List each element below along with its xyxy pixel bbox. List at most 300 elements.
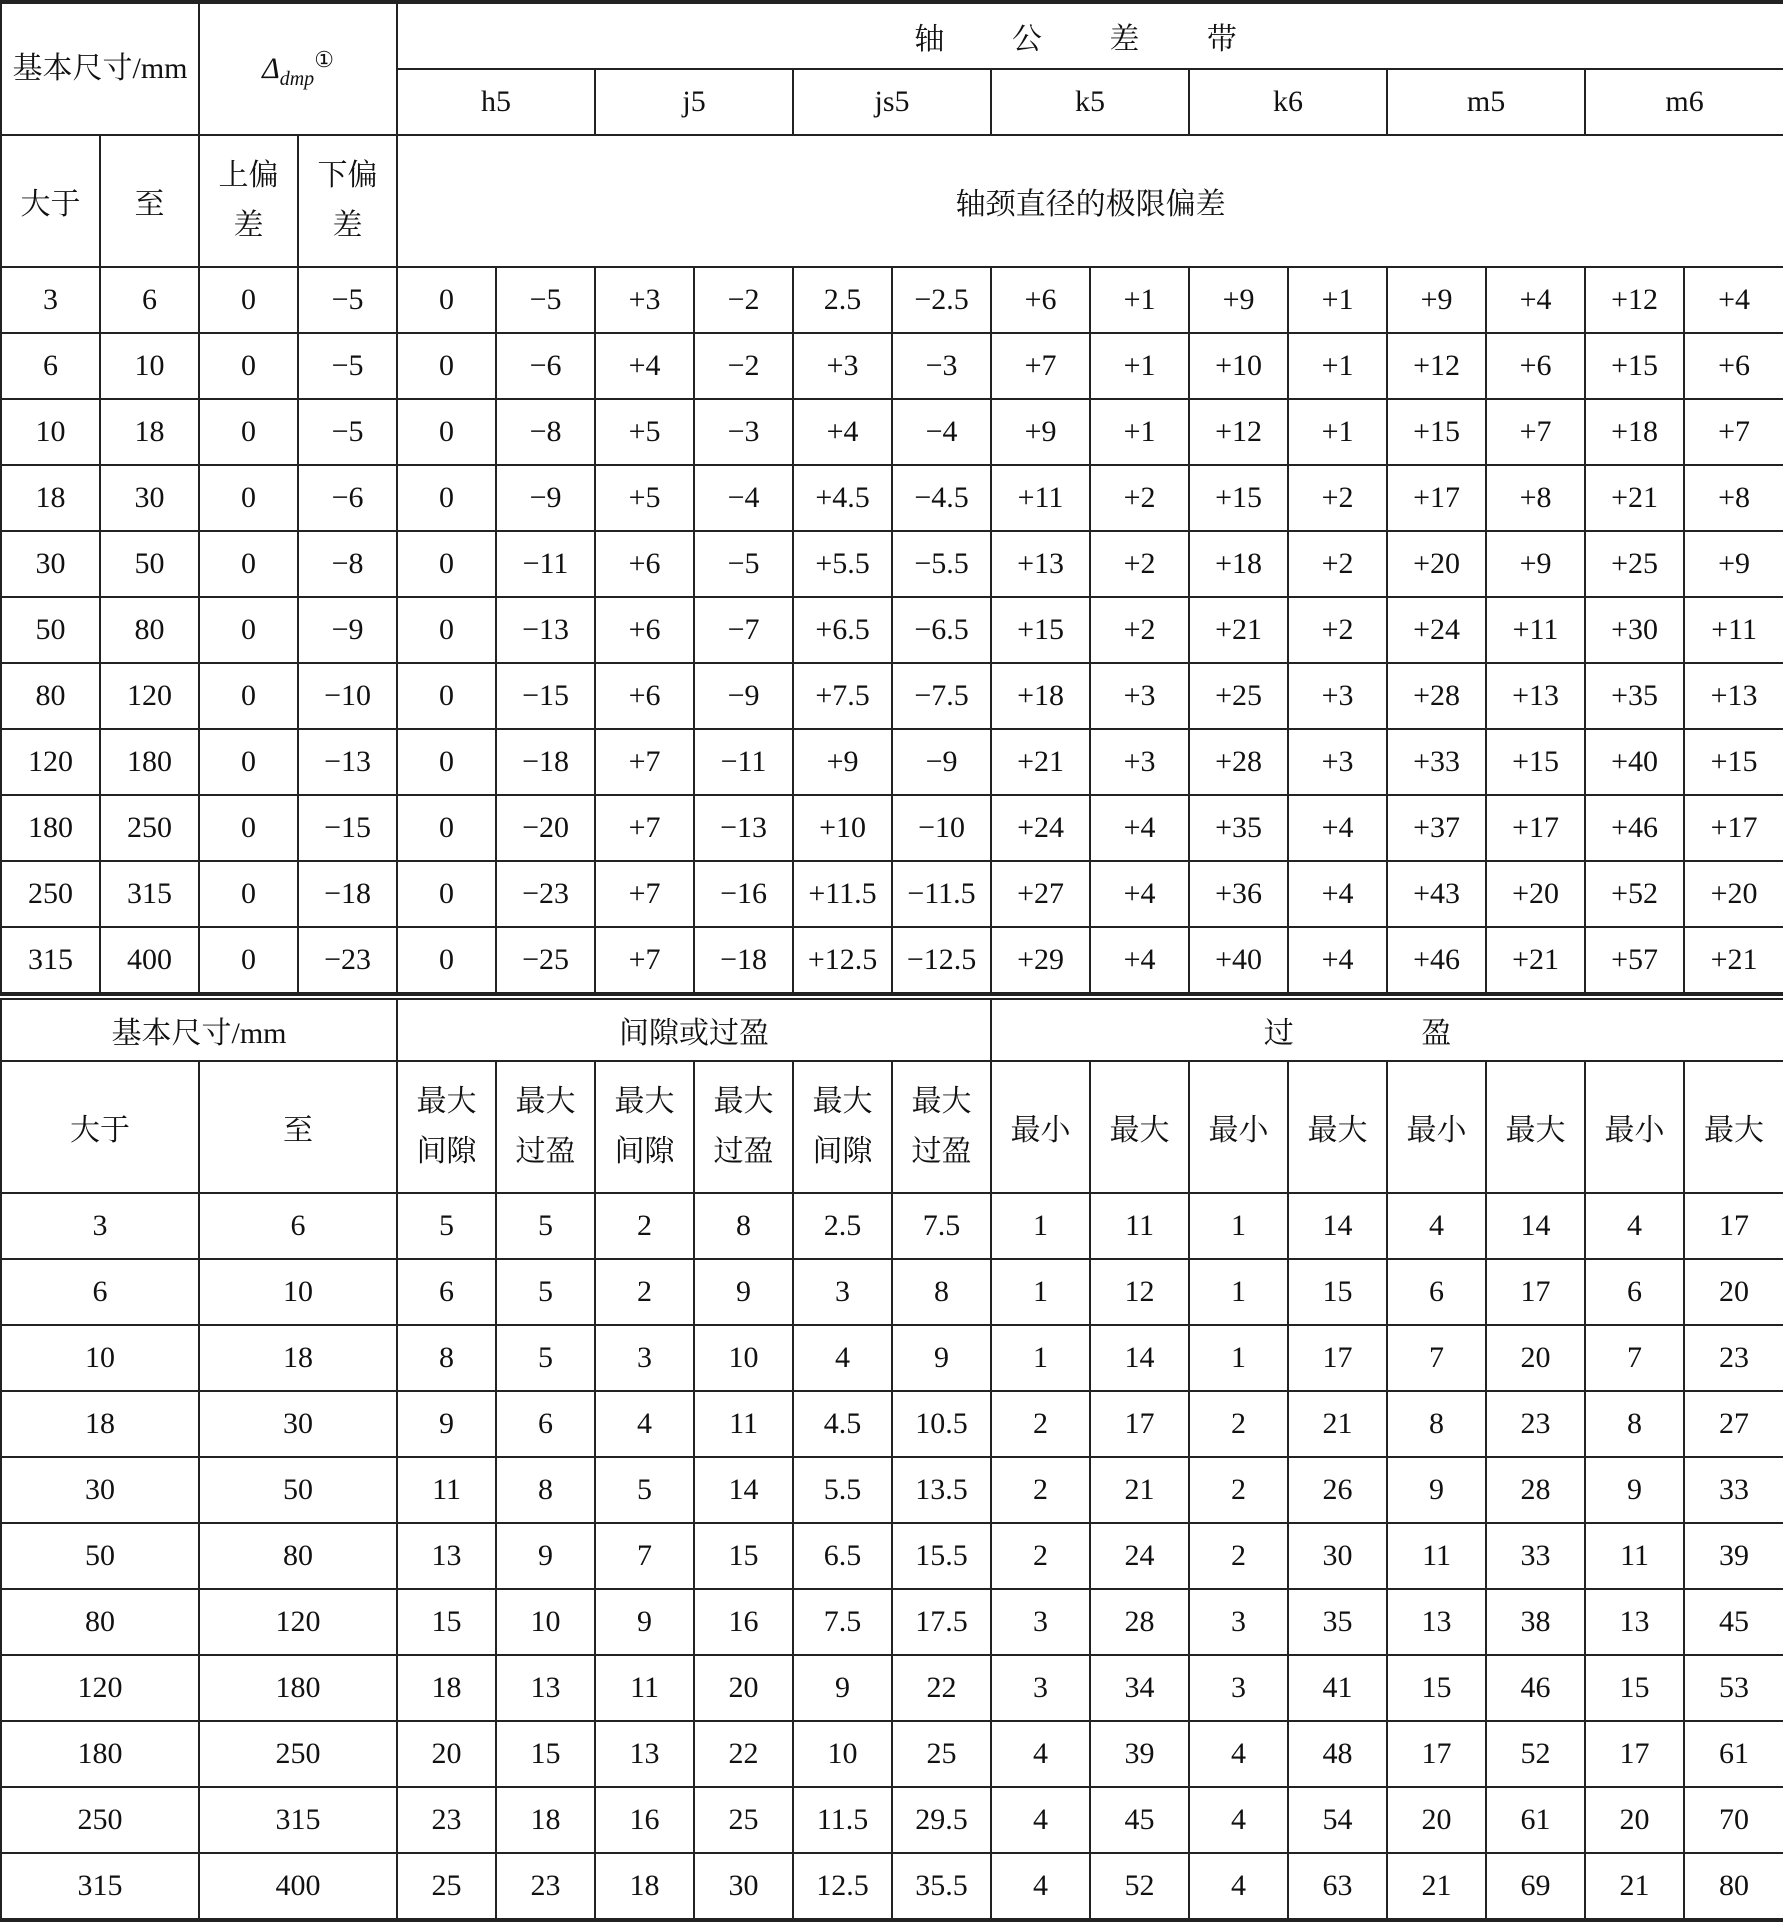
table-cell: 1	[991, 1325, 1090, 1391]
table-cell: −11	[496, 531, 595, 597]
table-cell: 2	[991, 1391, 1090, 1457]
table-row	[1, 795, 1783, 861]
table-cell: −18	[298, 861, 397, 927]
table-cell: +7	[1684, 399, 1783, 465]
table-cell: +30	[1585, 597, 1684, 663]
table-cell: 30	[1, 531, 100, 597]
table-cell: −8	[496, 399, 595, 465]
table-cell: 39	[1684, 1523, 1783, 1589]
table-cell: 2	[1189, 1391, 1288, 1457]
table-cell: 22	[694, 1721, 793, 1787]
table-cell: +4.5	[793, 465, 892, 531]
table-cell: +6	[1684, 333, 1783, 399]
table-cell: 6	[199, 1193, 397, 1259]
table-cell: +1	[1090, 267, 1189, 333]
delta-symbol: Δ	[262, 52, 280, 85]
table-cell: 80	[1, 663, 100, 729]
table-cell: 8	[1387, 1391, 1486, 1457]
table-cell: 18	[199, 1325, 397, 1391]
table-cell: 0	[397, 861, 496, 927]
table-cell: 14	[1486, 1193, 1585, 1259]
table-cell: 7	[1585, 1325, 1684, 1391]
table-cell: 11.5	[793, 1787, 892, 1853]
table-cell: +57	[1585, 927, 1684, 993]
table-cell: +4	[1090, 927, 1189, 993]
table-cell: 9	[496, 1523, 595, 1589]
table-cell: 50	[100, 531, 199, 597]
table-cell: 26	[1288, 1457, 1387, 1523]
table-cell: 23	[1486, 1391, 1585, 1457]
table-row	[1, 531, 1783, 597]
table-cell: −23	[496, 861, 595, 927]
table-row	[1, 333, 1783, 399]
table-cell: +2	[1288, 597, 1387, 663]
table-cell: 48	[1288, 1721, 1387, 1787]
table-cell: +17	[1684, 795, 1783, 861]
table-cell: +2	[1090, 465, 1189, 531]
table-cell: +1	[1090, 399, 1189, 465]
table-cell: +2	[1288, 531, 1387, 597]
table-cell: 0	[199, 597, 298, 663]
table-cell: +3	[1090, 663, 1189, 729]
table-cell: 20	[1684, 1259, 1783, 1325]
table-cell: 4	[1189, 1721, 1288, 1787]
table-cell: −9	[694, 663, 793, 729]
table-cell: −9	[496, 465, 595, 531]
table-cell: 8	[496, 1457, 595, 1523]
table-cell: 63	[1288, 1853, 1387, 1920]
fit-subheader: 最小	[1189, 1061, 1288, 1193]
table-cell: +10	[793, 795, 892, 861]
table-cell: 30	[100, 465, 199, 531]
table-cell: 9	[1585, 1457, 1684, 1523]
table-cell: 0	[199, 267, 298, 333]
table-cell: −11.5	[892, 861, 991, 927]
table-cell: +3	[1090, 729, 1189, 795]
table-cell: 4	[991, 1853, 1090, 1920]
table-row	[1, 267, 1783, 333]
table-cell: −13	[496, 597, 595, 663]
table-cell: 15	[1288, 1259, 1387, 1325]
table-cell: +35	[1585, 663, 1684, 729]
table-cell: 12	[1090, 1259, 1189, 1325]
fit-subheader: 最小	[991, 1061, 1090, 1193]
table-cell: 7	[595, 1523, 694, 1589]
table-cell: +4	[793, 399, 892, 465]
table-cell: +11	[991, 465, 1090, 531]
table-cell: −5	[298, 267, 397, 333]
table-cell: 23	[397, 1787, 496, 1853]
table-cell: 53	[1684, 1655, 1783, 1721]
table-cell: 2	[595, 1193, 694, 1259]
table-cell: +40	[1189, 927, 1288, 993]
table-cell: +5.5	[793, 531, 892, 597]
table-cell: −5	[298, 399, 397, 465]
table-cell: 22	[892, 1655, 991, 1721]
table-cell: −18	[694, 927, 793, 993]
table-cell: +35	[1189, 795, 1288, 861]
table-cell: +9	[1486, 531, 1585, 597]
table-cell: 21	[1585, 1853, 1684, 1920]
table-cell: +13	[991, 531, 1090, 597]
table-cell: 4	[991, 1721, 1090, 1787]
table-cell: +17	[1486, 795, 1585, 861]
table-cell: +40	[1585, 729, 1684, 795]
table-cell: 21	[1090, 1457, 1189, 1523]
table-cell: +11	[1486, 597, 1585, 663]
table-cell: 0	[397, 729, 496, 795]
table-cell: −4.5	[892, 465, 991, 531]
table-cell: −11	[694, 729, 793, 795]
table-cell: 6	[1, 1259, 199, 1325]
table-cell: 10	[496, 1589, 595, 1655]
table-cell: 6	[100, 267, 199, 333]
table-cell: +15	[1387, 399, 1486, 465]
table-cell: +20	[1387, 531, 1486, 597]
table-cell: 8	[1585, 1391, 1684, 1457]
table-cell: 10	[793, 1721, 892, 1787]
table-row	[1, 465, 1783, 531]
table-cell: −2	[694, 267, 793, 333]
table-cell: +25	[1585, 531, 1684, 597]
table-cell: +13	[1486, 663, 1585, 729]
table-cell: +20	[1684, 861, 1783, 927]
band-k5: k5	[991, 69, 1189, 135]
lower-deviation-label: 下偏差	[298, 135, 397, 267]
table-cell: 6	[1, 333, 100, 399]
table-cell: 34	[1090, 1655, 1189, 1721]
table-cell: 6	[1387, 1259, 1486, 1325]
table-row	[1, 861, 1783, 927]
table-cell: +18	[1189, 531, 1288, 597]
table-cell: 4.5	[793, 1391, 892, 1457]
table-row	[1, 1523, 1783, 1589]
table-cell: 17.5	[892, 1589, 991, 1655]
table-cell: −2	[694, 333, 793, 399]
table-cell: +46	[1585, 795, 1684, 861]
table-cell: 15.5	[892, 1523, 991, 1589]
table-cell: +6	[595, 663, 694, 729]
table-row	[1, 663, 1783, 729]
table-cell: 45	[1090, 1787, 1189, 1853]
table-cell: 8	[892, 1259, 991, 1325]
band-h5: h5	[397, 69, 595, 135]
table-cell: 20	[1387, 1787, 1486, 1853]
table-cell: −23	[298, 927, 397, 993]
fit-subheader: 最大过盈	[892, 1061, 991, 1193]
table-cell: 10	[694, 1325, 793, 1391]
table-cell: 120	[1, 729, 100, 795]
table-cell: +6	[595, 531, 694, 597]
table-cell: 0	[199, 465, 298, 531]
table-cell: −25	[496, 927, 595, 993]
table-cell: −12.5	[892, 927, 991, 993]
table-cell: +28	[1387, 663, 1486, 729]
fit-subheader: 最大间隙	[793, 1061, 892, 1193]
table-cell: 13	[595, 1721, 694, 1787]
table-cell: 30	[199, 1391, 397, 1457]
table-cell: +33	[1387, 729, 1486, 795]
table-cell: 13	[1585, 1589, 1684, 1655]
table-cell: 20	[694, 1655, 793, 1721]
fit-subheader: 最大过盈	[496, 1061, 595, 1193]
table-cell: 4	[1189, 1853, 1288, 1920]
table-cell: −3	[694, 399, 793, 465]
table-row	[1, 1259, 1783, 1325]
table-cell: 9	[793, 1655, 892, 1721]
table-cell: 17	[1090, 1391, 1189, 1457]
table-cell: −3	[892, 333, 991, 399]
table-cell: 120	[100, 663, 199, 729]
table-cell: 15	[1585, 1655, 1684, 1721]
table-cell: −6.5	[892, 597, 991, 663]
table-cell: +29	[991, 927, 1090, 993]
table-cell: 4	[1585, 1193, 1684, 1259]
table-cell: 14	[694, 1457, 793, 1523]
table-cell: −5	[298, 333, 397, 399]
table-row	[1, 1457, 1783, 1523]
upper-deviation-label: 上偏差	[199, 135, 298, 267]
table-cell: +12.5	[793, 927, 892, 993]
table-cell: 6	[1585, 1259, 1684, 1325]
table-cell: −9	[892, 729, 991, 795]
fit-subheader: 最大	[1090, 1061, 1189, 1193]
table-cell: 7	[1387, 1325, 1486, 1391]
table-cell: +2	[1090, 531, 1189, 597]
table-cell: +5	[595, 399, 694, 465]
table-cell: 15	[1387, 1655, 1486, 1721]
table-row	[1, 927, 1783, 993]
table-cell: 52	[1486, 1721, 1585, 1787]
table-cell: −4	[892, 399, 991, 465]
table-cell: 9	[892, 1325, 991, 1391]
table-cell: 80	[199, 1523, 397, 1589]
band-m5: m5	[1387, 69, 1585, 135]
table-cell: −15	[298, 795, 397, 861]
table-cell: +4	[1288, 861, 1387, 927]
table-cell: −10	[298, 663, 397, 729]
table-cell: +15	[991, 597, 1090, 663]
table-cell: 180	[1, 1721, 199, 1787]
table-cell: 1	[1189, 1325, 1288, 1391]
table-cell: 25	[694, 1787, 793, 1853]
table-cell: +24	[1387, 597, 1486, 663]
table-cell: −5	[496, 267, 595, 333]
table-cell: +1	[1288, 333, 1387, 399]
table-cell: +15	[1684, 729, 1783, 795]
over-label: 大于	[1, 135, 100, 267]
table-cell: 400	[100, 927, 199, 993]
footnote-mark: ①	[314, 47, 334, 72]
table-cell: 2	[991, 1523, 1090, 1589]
table-cell: 315	[1, 1853, 199, 1920]
table-cell: +3	[595, 267, 694, 333]
table-cell: +24	[991, 795, 1090, 861]
table-cell: +7	[595, 861, 694, 927]
table-cell: −10	[892, 795, 991, 861]
table-cell: +7	[595, 927, 694, 993]
table-cell: −6	[298, 465, 397, 531]
table-cell: 1	[1189, 1259, 1288, 1325]
table-cell: 33	[1684, 1457, 1783, 1523]
table-cell: +9	[793, 729, 892, 795]
table-cell: 50	[1, 1523, 199, 1589]
table-cell: 5	[496, 1193, 595, 1259]
table-cell: 250	[199, 1721, 397, 1787]
table-cell: 25	[397, 1853, 496, 1920]
table-cell: 15	[397, 1589, 496, 1655]
table-cell: −13	[694, 795, 793, 861]
table-cell: +10	[1189, 333, 1288, 399]
table-cell: 315	[100, 861, 199, 927]
table-cell: +18	[991, 663, 1090, 729]
table-cell: +21	[1189, 597, 1288, 663]
table-cell: 2	[1189, 1523, 1288, 1589]
table-cell: +3	[1288, 729, 1387, 795]
table-cell: 315	[1, 927, 100, 993]
table-cell: +4	[1684, 267, 1783, 333]
table-cell: 10.5	[892, 1391, 991, 1457]
table-cell: 3	[595, 1325, 694, 1391]
table-cell: 3	[1, 267, 100, 333]
table-cell: 61	[1684, 1721, 1783, 1787]
table-cell: 0	[199, 795, 298, 861]
fit-subheader: 最大	[1288, 1061, 1387, 1193]
table-cell: +7.5	[793, 663, 892, 729]
table-cell: 0	[397, 333, 496, 399]
table-cell: +9	[1189, 267, 1288, 333]
table-cell: 18	[1, 465, 100, 531]
table-cell: +12	[1387, 333, 1486, 399]
fit-subheader: 最大	[1684, 1061, 1783, 1193]
table-cell: +12	[1585, 267, 1684, 333]
table-cell: +7	[595, 729, 694, 795]
delta-dmp-header	[199, 2, 397, 135]
table-cell: +15	[1585, 333, 1684, 399]
table-cell: 54	[1288, 1787, 1387, 1853]
table-cell: −20	[496, 795, 595, 861]
table-cell: 17	[1585, 1721, 1684, 1787]
fit-subheader: 最大间隙	[595, 1061, 694, 1193]
table-cell: 8	[694, 1193, 793, 1259]
table-cell: +7	[595, 795, 694, 861]
table-cell: +18	[1585, 399, 1684, 465]
table-row	[1, 597, 1783, 663]
table-cell: −4	[694, 465, 793, 531]
table-cell: 33	[1486, 1523, 1585, 1589]
table-cell: 6.5	[793, 1523, 892, 1589]
table-cell: 10	[1, 399, 100, 465]
table-cell: 11	[595, 1655, 694, 1721]
fit-subheader: 最大过盈	[694, 1061, 793, 1193]
band-k6: k6	[1189, 69, 1387, 135]
table-cell: +6	[1486, 333, 1585, 399]
table-cell: −7	[694, 597, 793, 663]
table-row	[1, 399, 1783, 465]
table-cell: 400	[199, 1853, 397, 1920]
table-cell: 3	[991, 1655, 1090, 1721]
table-cell: +27	[991, 861, 1090, 927]
table-cell: 7.5	[892, 1193, 991, 1259]
table-cell: 120	[1, 1655, 199, 1721]
table-cell: 2	[1189, 1457, 1288, 1523]
table-cell: 180	[199, 1655, 397, 1721]
table-cell: 0	[199, 663, 298, 729]
table-cell: +6	[991, 267, 1090, 333]
table-cell: +8	[1684, 465, 1783, 531]
table-cell: 5	[496, 1325, 595, 1391]
table-cell: +21	[1585, 465, 1684, 531]
table-cell: 3	[1, 1193, 199, 1259]
band-j5: j5	[595, 69, 793, 135]
to-label-2: 至	[199, 1061, 397, 1193]
table-cell: 18	[100, 399, 199, 465]
table-cell: 13	[1387, 1589, 1486, 1655]
table-row	[1, 1589, 1783, 1655]
table-cell: 14	[1090, 1325, 1189, 1391]
table-cell: 15	[496, 1721, 595, 1787]
table-cell: 12.5	[793, 1853, 892, 1920]
fit-subheader: 最小	[1585, 1061, 1684, 1193]
table-cell: 315	[199, 1787, 397, 1853]
table-cell: +6.5	[793, 597, 892, 663]
table-cell: 38	[1486, 1589, 1585, 1655]
table-cell: 30	[1, 1457, 199, 1523]
table-cell: 120	[199, 1589, 397, 1655]
table-cell: +2	[1288, 465, 1387, 531]
table-cell: +1	[1288, 267, 1387, 333]
table-cell: 70	[1684, 1787, 1783, 1853]
size-header: 基本尺寸/mm	[1, 2, 199, 135]
table-row	[1, 729, 1783, 795]
table-cell: 1	[991, 1193, 1090, 1259]
table-cell: 21	[1387, 1853, 1486, 1920]
table-cell: 9	[694, 1259, 793, 1325]
table-cell: 13	[496, 1655, 595, 1721]
table-cell: 61	[1486, 1787, 1585, 1853]
fit-subheader: 最大间隙	[397, 1061, 496, 1193]
table-cell: 17	[1486, 1259, 1585, 1325]
table-row	[1, 1391, 1783, 1457]
table-cell: 28	[1486, 1457, 1585, 1523]
table-cell: +3	[1288, 663, 1387, 729]
table-cell: 1	[991, 1259, 1090, 1325]
table-cell: 180	[1, 795, 100, 861]
table-cell: +4	[1486, 267, 1585, 333]
table-cell: +8	[1486, 465, 1585, 531]
table-cell: 0	[397, 465, 496, 531]
table-cell: 10	[1, 1325, 199, 1391]
table-cell: 13.5	[892, 1457, 991, 1523]
table-cell: 50	[199, 1457, 397, 1523]
table-cell: 16	[694, 1589, 793, 1655]
table-cell: 0	[199, 729, 298, 795]
table-cell: 250	[1, 1787, 199, 1853]
table-cell: 16	[595, 1787, 694, 1853]
table-cell: 2.5	[793, 1193, 892, 1259]
table-cell: +15	[1189, 465, 1288, 531]
table-cell: +11	[1684, 597, 1783, 663]
table-cell: +4	[1288, 927, 1387, 993]
over-label-2: 大于	[1, 1061, 199, 1193]
table-cell: 0	[199, 531, 298, 597]
fit-table	[0, 994, 1783, 1922]
table-cell: 14	[1288, 1193, 1387, 1259]
table-cell: +6	[595, 597, 694, 663]
table-cell: 25	[892, 1721, 991, 1787]
table-cell: +21	[991, 729, 1090, 795]
table-cell: 23	[1684, 1325, 1783, 1391]
